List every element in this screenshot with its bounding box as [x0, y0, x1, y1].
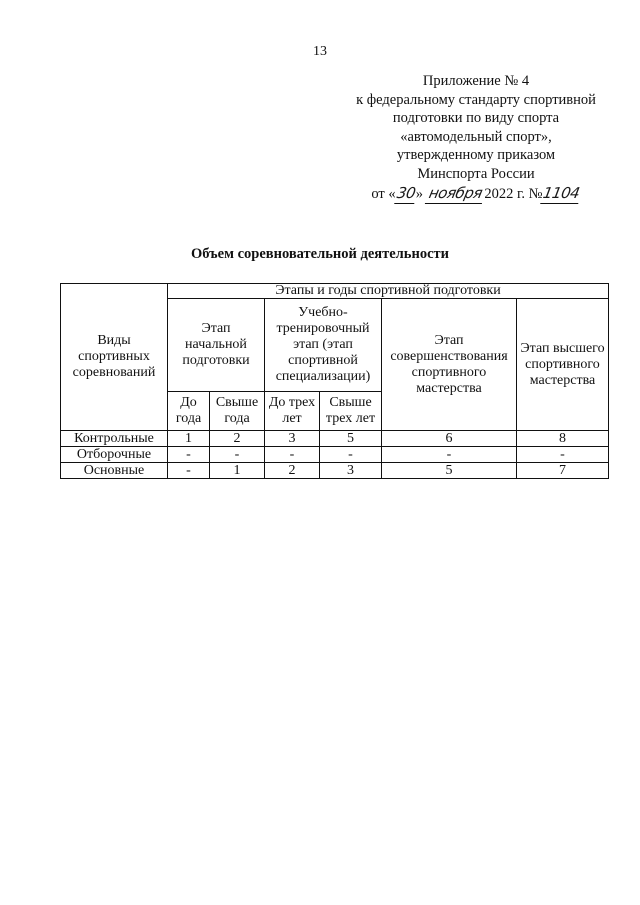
- row-label: Основные: [61, 463, 168, 479]
- table-cell: 5: [382, 463, 517, 479]
- header-stage-initial: Этап начальной подготовки: [168, 299, 265, 392]
- table-cell: -: [517, 447, 609, 463]
- appendix-line-2: к федеральному стандарту спортивной: [356, 91, 596, 108]
- table-cell: 6: [382, 431, 517, 447]
- table-cell: 5: [320, 431, 382, 447]
- table-cell: -: [168, 447, 210, 463]
- handwritten-month: ноября: [425, 184, 486, 204]
- order-date-line: [340, 184, 612, 204]
- appendix-line-1: Приложение № 4: [422, 73, 530, 89]
- appendix-line-6: Минспорта России: [417, 165, 535, 182]
- table-cell: 7: [517, 463, 609, 479]
- date-year: 2022 г. №: [484, 185, 543, 202]
- table-cell: 8: [517, 431, 609, 447]
- table-cell: -: [210, 447, 265, 463]
- document-title: Объем соревновательной деятельности: [191, 246, 449, 262]
- header-training-over-three: Свыше трех лет: [320, 392, 382, 431]
- table-cell: 1: [168, 431, 210, 447]
- table-row: [61, 447, 609, 463]
- header-stage-training: Учебно-тренировочный этап (этап спортивной специализации): [265, 299, 382, 392]
- handwritten-order-number: 1104: [542, 183, 582, 202]
- table-cell: -: [382, 447, 517, 463]
- table-cell: 2: [265, 463, 320, 479]
- competition-volume-table: [60, 283, 609, 479]
- table-cell: -: [320, 447, 382, 463]
- header-stage-higher: Этап высшего спортивного мастерства: [517, 299, 609, 431]
- appendix-header: [340, 72, 612, 203]
- appendix-line-4: «автомодельный спорт»,: [400, 128, 552, 145]
- header-initial-up-to-year: До года: [168, 392, 210, 431]
- table-cell: 2: [210, 431, 265, 447]
- row-label: Отборочные: [61, 447, 168, 463]
- page-number: 13: [313, 44, 327, 59]
- header-kinds-of-competitions: Виды спортивных соревнований: [61, 284, 168, 431]
- table-cell: 1: [210, 463, 265, 479]
- header-stage-improvement: Этап совершенствования спортивного мастерства: [382, 299, 517, 431]
- header-stages-group: Этапы и годы спортивной подготовки: [168, 284, 609, 299]
- table-cell: 3: [265, 431, 320, 447]
- date-prefix: от «: [371, 185, 396, 202]
- header-initial-over-year: Свыше года: [210, 392, 265, 431]
- appendix-line-3: подготовки по виду спорта: [392, 110, 560, 127]
- table-row: [61, 431, 609, 447]
- table-cell: 3: [320, 463, 382, 479]
- table-row: [61, 463, 609, 479]
- row-label: Контрольные: [61, 431, 168, 447]
- date-mid: »: [415, 185, 423, 202]
- appendix-line-5: утвержденному приказом: [396, 147, 556, 164]
- header-training-up-to-three: До трех лет: [265, 392, 320, 431]
- table-cell: -: [168, 463, 210, 479]
- handwritten-day: 30: [395, 183, 417, 202]
- table-cell: -: [265, 447, 320, 463]
